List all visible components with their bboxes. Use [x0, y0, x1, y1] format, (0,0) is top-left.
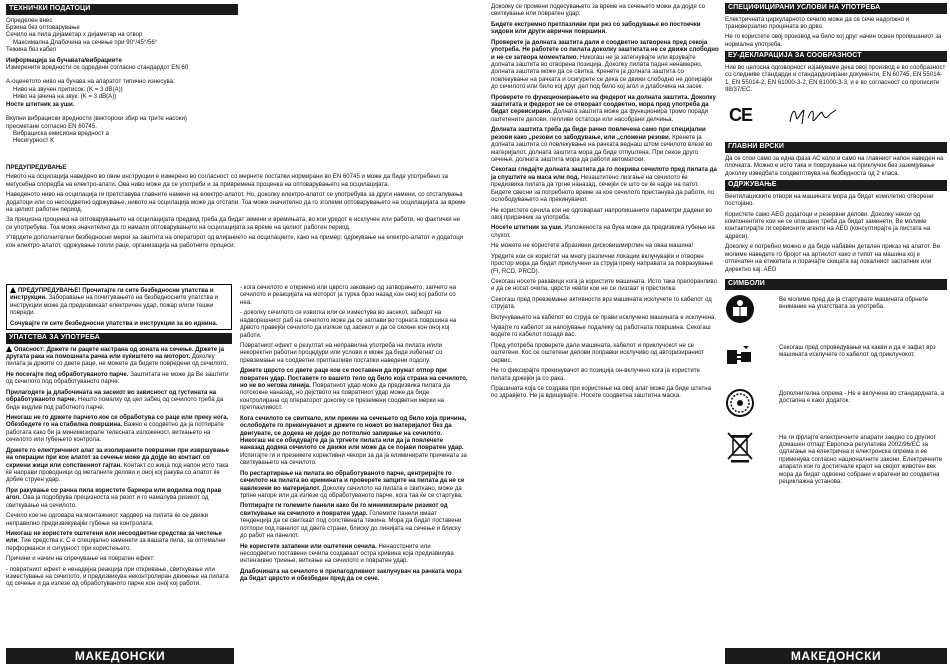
unplug-icon — [725, 342, 755, 372]
rule-paragraph: Сечило кое не одговара на монтажниот хардвер на пилата ќе се движи неправилно предизвикувајќи губење на контролата. — [6, 512, 209, 527]
tech-section — [6, 2, 468, 252]
tech-title: ТЕХНИЧКИ ПОДАТОЦИ — [6, 4, 238, 15]
rule-body: Тие средства к. С е специјално наменети за вашата пила, за оптимални перформанси и сигурност при користењето. — [6, 537, 226, 552]
maintenance-paragraph: Вентилациските отвори на машината мора да бидат комплетно отворени постојано. — [725, 192, 934, 208]
warning-heading: ПРЕДУПРЕДУВАЊЕ — [6, 163, 67, 171]
rule-paragraph: Чувајте го кабелот за напојување подалеку од работната површина. Секогаш водете го кабелот позади вас. — [491, 324, 711, 339]
rule-head: По рестартирање на пилата во обработуваното парче, центрирајте го сечилото на пилата во криминатa и проверете запците на пилата да не се навлезени во материјалот. — [240, 469, 465, 492]
eu-paragraph: Ние во целосна одговорност изјавуваме дека овој производ е во сообразност со следниве стандарди и стандардизирани документи, EN 60745, EN 55014-1, EN 55014-2, EN 61000-3-2, EN 61000-3-3, и е во согласност со прописите 98/37/ЕС. — [725, 63, 946, 94]
rule-head: Никогаш не користете оштетени или несоодветни средства за чистење или. — [6, 529, 222, 545]
rule-body: Изложеноста на бука може да предизвика губење на слухот. — [491, 224, 715, 239]
rule-head: Секогаш гледајте долната заштита да го покрива сечилото пред пилата да ја спуштите на маса или под. — [491, 166, 717, 181]
rule-paragraph: Не можете не користете абразивни дисковишмирглин на оваа машина! — [491, 242, 694, 250]
language-footer: МАКЕДОНСКИ — [725, 648, 947, 664]
warning-triangle-icon — [10, 287, 16, 293]
symbol-row — [725, 388, 947, 418]
rule-body: Никогаш не ја затегнувајте или врзувајте долната заштита во отворена позиција. Доколку пилата падне ненамерно, долната заштита може да се свитка. Кренете ја долната заштита со повлекување на рачката и осигурете се дека се движи слободно не допирајќи до сечилото или било кој друг дел под било кој агол и длабочина на засек. — [491, 53, 713, 91]
rule-head: Бидете екстремно претпазливи при рез со забодување во постоечки ѕидови или други аврични површини. — [491, 20, 701, 36]
rule-head: Потпирајте ги големите панели како би го минимизирале ризикот од свиткување на сечилото и повратен удар. — [240, 502, 448, 517]
rule-paragraph: Секогаш пред превземање активности врз машината исклучете го кабелот од струјата. — [491, 295, 712, 311]
symbol-text: Ве молиме пред да ја стартувате машината обрнете внимание на упатствата за употреба. — [779, 295, 928, 310]
rule-paragraph: Не го фиксирајте прекинувачот во позиција он-вклучено кога ја користите пилата држејќи ја со рака. — [491, 367, 700, 382]
rule-head: Кога сечилото се свиткало, или прекин на сечењето од било која причина, ослободете го прекинувачот и држете го ножот во материјалот без да двигувате, се додека не дојде до потполно запирање на сечилото. Никогаш не се обидувајте да ја тргнете пилата или да ја повлечете наназад додека сечилото се движи или може да се појави повратен удар. — [240, 414, 467, 452]
rule-head: Проверете го функционирањето на федерот на долната заштита. Доколку заштитата и федерот не се отвораат соодветно, мора пред употреба да бидат сервисирани. — [491, 93, 716, 116]
language-footer: МАКЕДОНСКИ — [6, 648, 234, 664]
rule-head: Долната заштита треба да биде рачно повлечена само при специјални резови како „резови со забодување, или „сложени резови. — [491, 126, 706, 141]
rule-body: Испитајте ги и преземете корективни чекори за да ја елиминирате причината за свиткувањето на сечилото. — [240, 451, 467, 467]
ce-row — [725, 96, 947, 136]
warning-paragraph: Утврдете дополнителни безбедносни мерки за заштита на операторот од влијанието на осцилациите, како на пример: одржување на електро-алатот и додатоци кон електро-алатот, одржување топли раце, организација на работните процеси. — [6, 234, 464, 249]
kickback-item: - кога сечилото е откриено или цврсто заковано од затворањето, запчето на сечилото и реакцијата на моторот ја турка брзо назад кон оној кој работи со неа. — [240, 284, 456, 306]
rule-head: Не посегајте под обработуваното парче. — [6, 370, 129, 378]
spec-paragraph: Електричната циркуларното сечило може да се сече надолжно и трансверзално процената во дрво. — [725, 15, 910, 30]
danger-triangle-icon — [6, 346, 12, 352]
kickback-item: - доколку сечилото се извитка или се изместува во засекот, забецот на надворешниот раб на сечилото може да се заглави во горната површина на дрвото правејќи сечилото да излезе од засекот и да се скокне кон оној кој работи. — [240, 309, 457, 339]
symbol-row — [725, 432, 947, 486]
read-manual-icon — [725, 294, 755, 324]
weee-bin-icon — [725, 432, 755, 462]
left-col-lower — [6, 284, 232, 591]
rule-paragraph: Прашината која се создава при користење на овој алат може да биде штетна по здравјето. Не ја вдишувајте. Носете соодветна заштитна маска. — [491, 384, 712, 400]
tech-line: Определен внес — [6, 16, 53, 24]
rule-paragraph: Доколку се промени подесувањето за време на сечењето може да дојде со свиткување или повратен удар. — [491, 3, 706, 18]
symbols-title: СИМБОЛИ — [725, 279, 947, 290]
rule-body: Кренете ја долната заштита со повлекување на рачката веднаш штом сечилото влезе во материјалот, долната заштита мора да биде отпуштена. При секое друго сечење, долната заштита мора да работи автоматски. — [491, 133, 713, 164]
rule-head: Не користете затапени или оштетени сечила. — [240, 542, 377, 550]
spec-title: СПЕЦИФИЦИРАНИ УСЛОВИ НА УПОТРЕБА — [725, 3, 947, 14]
rule-body: Долната заштита може да функционира тромо поради оштетените делови, лепливи остатоци или насобрани делчиња. — [491, 108, 709, 123]
warnbox-head: ПРЕДУПРЕДУВАЊЕ! Прочитајте ги сите безбедносни упатства и инструкции. — [10, 287, 214, 302]
warnbox-body: Заборавање на почитувањето на безбедносните упатства и инструкции може да предизвикаат електричен удар, пожар и/или тешки повреди. — [10, 294, 219, 317]
tech-line: Тежина без кабел — [6, 46, 57, 54]
vib-line: пресметани согласно EN 60745. — [6, 122, 97, 130]
main-paragraph: Да се спои само за една фаза АС коло и само на главниот напон наведен на плочката. Можно е исто така и поврзување на приклучок без заземјување доколку изведбата соодветствува на безбедноста од 2 класа. — [725, 154, 944, 177]
rule-body: Ова ја подобрува прецизноста на резот и го намалува ризикот од свиткување на сечилото. — [6, 494, 209, 509]
rule-head: Длабочината на сечилото и прилагодливиот заклучувач на рачката мора да бидат цврсто и обезбеден пред да се сече. — [240, 567, 462, 583]
warning-paragraph: Наведеното ниво на осцилација ги претставува главните намени на електро-алатот. Но, доколку електро-алатот се употребува за други намени, со отстапувања додатоци или со несоодветно одржување, нивото на осцилација може да отстапи. Тоа може значително да го зголеми оптоварувањето на осцилацијата за време на целиот работен период. — [6, 191, 466, 213]
symbol-text: Дополнителна опрема - Не е вклучена во стандардната, а достапна е како додаток. — [779, 389, 945, 404]
a-weighted: А-оценетото ниво на бучава на апаратот типично изнесува: — [6, 78, 175, 86]
tech-line: Сечило на пила дијаметар х дијаметар на отвор — [6, 31, 143, 39]
symbol-row — [725, 342, 947, 372]
noise-title: Информација за бучавата/вибрациите — [6, 56, 122, 64]
rule-paragraph: Вклучувањето на кабелот во струја се прави исклучено машината е исклучена. — [491, 313, 717, 321]
symbol-text: Не ги фрлајте електричните апарати заедно со другиот домашен отпад! Европска регулатива 2002/96/EC за одлагање на електрична и електронска опрема и ее применува согласно националните закони. Електричните апарати кои го достигнале крајот на својот животен век мора да бидат одвоено собрани и вратени во соодветна рециклажна установа. — [779, 433, 943, 486]
accessory-icon — [725, 388, 755, 418]
rule-body: Доколку сечилото на пилата е свиткано, може да трпне нагоре или да излезе од обработуваното парче, кога таа ќе се стартува. — [240, 484, 463, 499]
kickback-intro: Причини и начин на спречување на повратен ефект: — [6, 555, 155, 563]
rule-body: Големите панели имаат тенденција да се свиткаат под сопствената тежина. Мора да бидат поставени потпори под панелот од двете страни, блиску до линијата на сечење и блиску до работ на панелот. — [240, 509, 462, 540]
rule-head: Држете цврсто со двете раце кои се поставени да пружат отпор при повратен удар. Поставете го вашето тело од било која страна на сечилото, но не во негова линија. — [240, 367, 468, 390]
eu-title: ЕУ-ДЕКЛАРАЦИЈА ЗА СООБРАЗНОСТ — [725, 51, 947, 62]
rule-head: При ракување со рачна пила користете бариера или водилка под прав агол. — [6, 486, 222, 502]
ce-mark-icon: CE — [729, 105, 753, 126]
tech-line: Максимална Длабочина на сечење при 90°/45°/56° — [13, 38, 158, 46]
maintenance-paragraph: Користете само AEG додатоци и резервни делови. Доколку некои од компонентите кои не се опишани треба да бидат заменети, Ве молиме контактирајте ги сервисните агенти на AEG (консултирајте ја листата на адреси). — [725, 210, 931, 240]
signature-icon — [786, 104, 846, 128]
vib-line: Несигурност K — [13, 137, 55, 145]
tech-lines — [6, 17, 468, 54]
vib-line: Вкупни вибрациски вредности (векторски збир на трите насоки) — [6, 115, 187, 123]
symbol-row — [725, 294, 947, 324]
vib-line: Вибрациска емисиона вредност a — [13, 130, 109, 138]
danger-body: Доколку пилата ја држите со двете раце, не можете да бидете повредени од сечилото. — [6, 353, 228, 368]
noise-line: Измерените вредности се одредени согласно стандардот EN 60 — [6, 64, 189, 72]
warning-paragraph: За прецизна проценка на оптоварувањето на осцилацијата предвид треба да бидат земени и времињата, во кои уредот е исклучен или работи, но фактички не се употребува. Тоа може значително да го намали оптоварувањето на осцилацијата за време на целиот работен период. — [6, 216, 461, 231]
danger-head: Опасност: Држете ги рацете настрана од зоната на сечење. Држете ја другата рака на помошната рачка или куќиштето на моторот. — [6, 345, 224, 361]
rule-body: Ненаострните или несоодветно поставени сечила создаваат остра кривина која предизвикува интензивно триење, виткање на сечилото и повратен удар. — [240, 542, 454, 565]
kickback-item: - повратниот ефект е ненадејна реакција при откривање, свиткување или изместување на сечилото, и предизвикува неконтролиран движење на пилата од сечење и да излезе од обработуваното парче кон оној кој работи. — [6, 565, 229, 588]
rule-body: Незаштитено лизгање на сечилото ќе предизвика пилата да тргне наназад, сечејќи се што се ќе најде на патот. Бидете свесни за потребното време за кое сечилото престанува да работи, по ослободувањето на прекинувачот. — [491, 173, 715, 204]
rule-head: Носете штитник за уши. — [491, 224, 563, 232]
main-title: ГЛАВНИ ВРСКИ — [725, 142, 947, 153]
safety-warning-box — [6, 284, 232, 330]
rule-paragraph: Не користете сечила кои не одговараат напропишаните параметри дадени во овој прирачник за употреба. — [491, 206, 713, 221]
left-col2-lower — [240, 284, 468, 586]
right-col1 — [491, 3, 719, 643]
rule-head: Никогаш не го држете парчето кое се обработува со раце или преку нога. Обезбедете го на стабилна површина. — [6, 414, 229, 429]
maintenance-paragraph: Доколку е потребно можно е да биде набавен детален приказ на алатот. Ве молиме наведете го бројот на артиклот како и типот на машина кој е отпечатен на етикетата и порачајте скицата кај локалниот застапник или директно кај: AEG — [725, 243, 941, 273]
usage-title: УПАТСТВА ЗА УПОТРЕБА — [6, 333, 232, 344]
ear-protection: Носте штитник за уши. — [6, 100, 75, 108]
sound-pressure: Ниво на звучен притисок. (K = 3 dB(A)) — [13, 85, 123, 93]
sound-power: Ниво на јачина на звук. (K = 3 dB(A)) — [13, 93, 117, 101]
rule-body: Повратниот удар може да предизвика пилата да потскокне наназад, но дејството на повратниот удар може да биде контролирана од операторот доколку се преземени соодветни мерки на претпазливост. — [240, 382, 451, 412]
spec-paragraph: Не го користете овој производ на било кој друг начин освен пропишаниот за нормална употреба. — [725, 33, 942, 48]
rule-paragraph: Уредите кои се користат на многу различни локации вклучувајќи и отворен простор мора да бидат приклучени за струја преку направата за повразување (FI, RCD, PRCD). — [491, 252, 713, 275]
rule-body: Важно е соодветно да ја потпирате работата како би ја минимизирале телесната изложеност, виткањето на сечилото или губењето контрола. — [6, 421, 224, 444]
rule-body: Заштитата не може да Ве заштити од сечилото под обработуваното парче. — [6, 370, 229, 386]
warnbox-keep: Сочувајте ги сите безбедносни упатства и инструкции за во иднина. — [10, 319, 218, 327]
rule-head: Прилагодете ја длабочината на засекот во зависност од густината на обработуваното парче. — [6, 388, 217, 404]
kickback-paragraph: Повратниот ефект е резултат на неправилна употреба на пилата и/или некоректни работни процедури или услови и може да биде избегнат со превземање на соодветни претпазливи постапки наведени подолу. — [240, 341, 443, 364]
symbol-text: Секогаш пред спроведување на какви и да е зафат врз машината исклучете го кабелот од приклучокот. — [779, 343, 936, 358]
rule-paragraph: Секогаш носете ракавици кога ја користите машината. Исто така препорачливо е да се носат очила, цврсти чевли кои не се лизгаат и престилка. — [491, 277, 717, 293]
right-col2 — [725, 1, 947, 641]
right-page — [475, 0, 950, 670]
rule-body: Нешто помалку од цел забец од сечилото треба да биде видлив под работното парче. — [6, 396, 224, 411]
rule-head: Држете го електричниот алат за изолираните површини при извршување на операции при кои алатот за сечење може да дојде во контакт со скриени жици или сопствениот гајтан. — [6, 446, 229, 469]
tech-line: Брзина без оптоварување — [6, 23, 80, 31]
rule-paragraph: Пред употреба проверете дали машината, кабелот и приклучокот не се оштетени. Кос се оштетени делови поправки исклучиво од авторизираниот сервис. — [491, 341, 705, 364]
maintenance-title: ОДРЖУВАЊЕ — [725, 180, 947, 191]
warning-paragraph: Нивото на осцилација наведено во овие инструкции е измерено во согласност со мерните постапки нормирани во EN 60745 и може да биде употребено за меѓусебна споредба на електро-алати. Ова ниво може да се употреби и за привремена проценка на оптоварувањето на осцилацијата. — [6, 173, 449, 188]
rule-head: Проверете ја долната заштита дали е соодветно затворена пред секоја употреба. Не работете со пилата доколку заштитата не се движи слободно и не се затвора моментално. — [491, 38, 719, 61]
rule-body: Контакт со жица под напон исто така ќе направи проводници од металните делови и оној кој ракува со алатот ќе добие струен удар. — [6, 461, 229, 484]
